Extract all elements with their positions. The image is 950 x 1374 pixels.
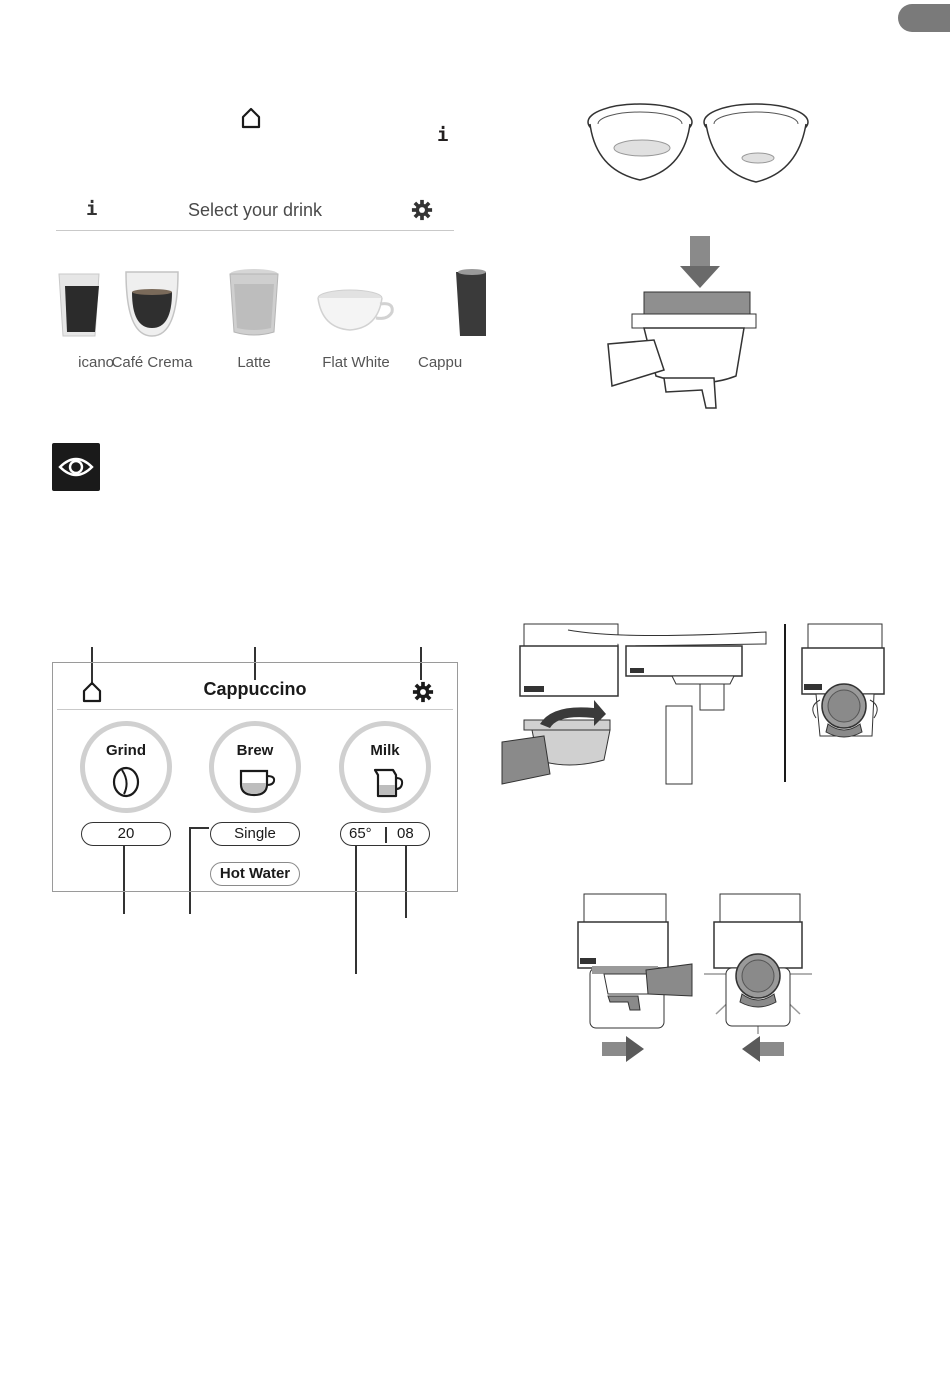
glass-image — [122, 266, 182, 340]
brew-label: Brew — [236, 742, 274, 759]
gear-icon[interactable] — [411, 199, 433, 221]
drink-cafe-crema[interactable] — [100, 266, 204, 371]
machine-insert-illustration — [502, 624, 892, 784]
glass-image — [430, 266, 486, 340]
filter-baskets-illustration — [586, 100, 812, 192]
drink-flat-white[interactable] — [304, 266, 408, 371]
home-icon — [240, 107, 262, 129]
pill-divider — [385, 827, 387, 843]
hot-water-button[interactable]: Hot Water — [210, 862, 300, 886]
select-drink-header — [56, 190, 454, 231]
lock-portafilter-illustration — [576, 894, 816, 1066]
glass-image — [226, 266, 282, 340]
milk-label: Milk — [370, 742, 400, 759]
drink-latte[interactable] — [202, 266, 306, 371]
select-drink-title: Select your drink — [187, 200, 323, 220]
cup-image — [314, 266, 398, 340]
drink-label: Flat White — [322, 354, 390, 371]
milk-texture-value[interactable]: 08 — [397, 825, 414, 842]
drink-label: Café Crema — [111, 354, 193, 371]
drink-title: Cappuccino — [203, 679, 307, 699]
glass-image — [29, 266, 99, 340]
select-drink-screen — [52, 190, 463, 380]
eye-icon — [52, 443, 100, 491]
info-icon: i — [437, 124, 449, 146]
coffee-bean-icon — [112, 766, 140, 798]
drink-cappuccino[interactable] — [406, 266, 510, 371]
milk-jug-icon — [370, 766, 404, 800]
cappuccino-header — [57, 663, 453, 710]
portafilter-insert-illustration — [604, 236, 758, 414]
language-tab — [898, 4, 950, 32]
milk-dial[interactable] — [339, 721, 431, 813]
drink-label: icano — [78, 354, 114, 371]
grind-value[interactable]: 20 — [81, 822, 171, 846]
brew-dial[interactable] — [209, 721, 301, 813]
info-button[interactable]: i — [86, 198, 98, 220]
note-eye-box — [52, 443, 100, 491]
drink-label: Latte — [237, 354, 271, 371]
grind-dial[interactable] — [80, 721, 172, 813]
brew-value[interactable]: Single — [210, 822, 300, 846]
milk-settings-pill[interactable] — [340, 822, 430, 846]
cup-icon — [238, 768, 278, 798]
grind-label: Grind — [106, 742, 146, 759]
cappuccino-screen — [52, 662, 458, 892]
milk-temp-value[interactable]: 65° — [349, 825, 372, 842]
drink-label: Cappu — [418, 354, 463, 371]
gear-icon[interactable] — [412, 681, 434, 703]
